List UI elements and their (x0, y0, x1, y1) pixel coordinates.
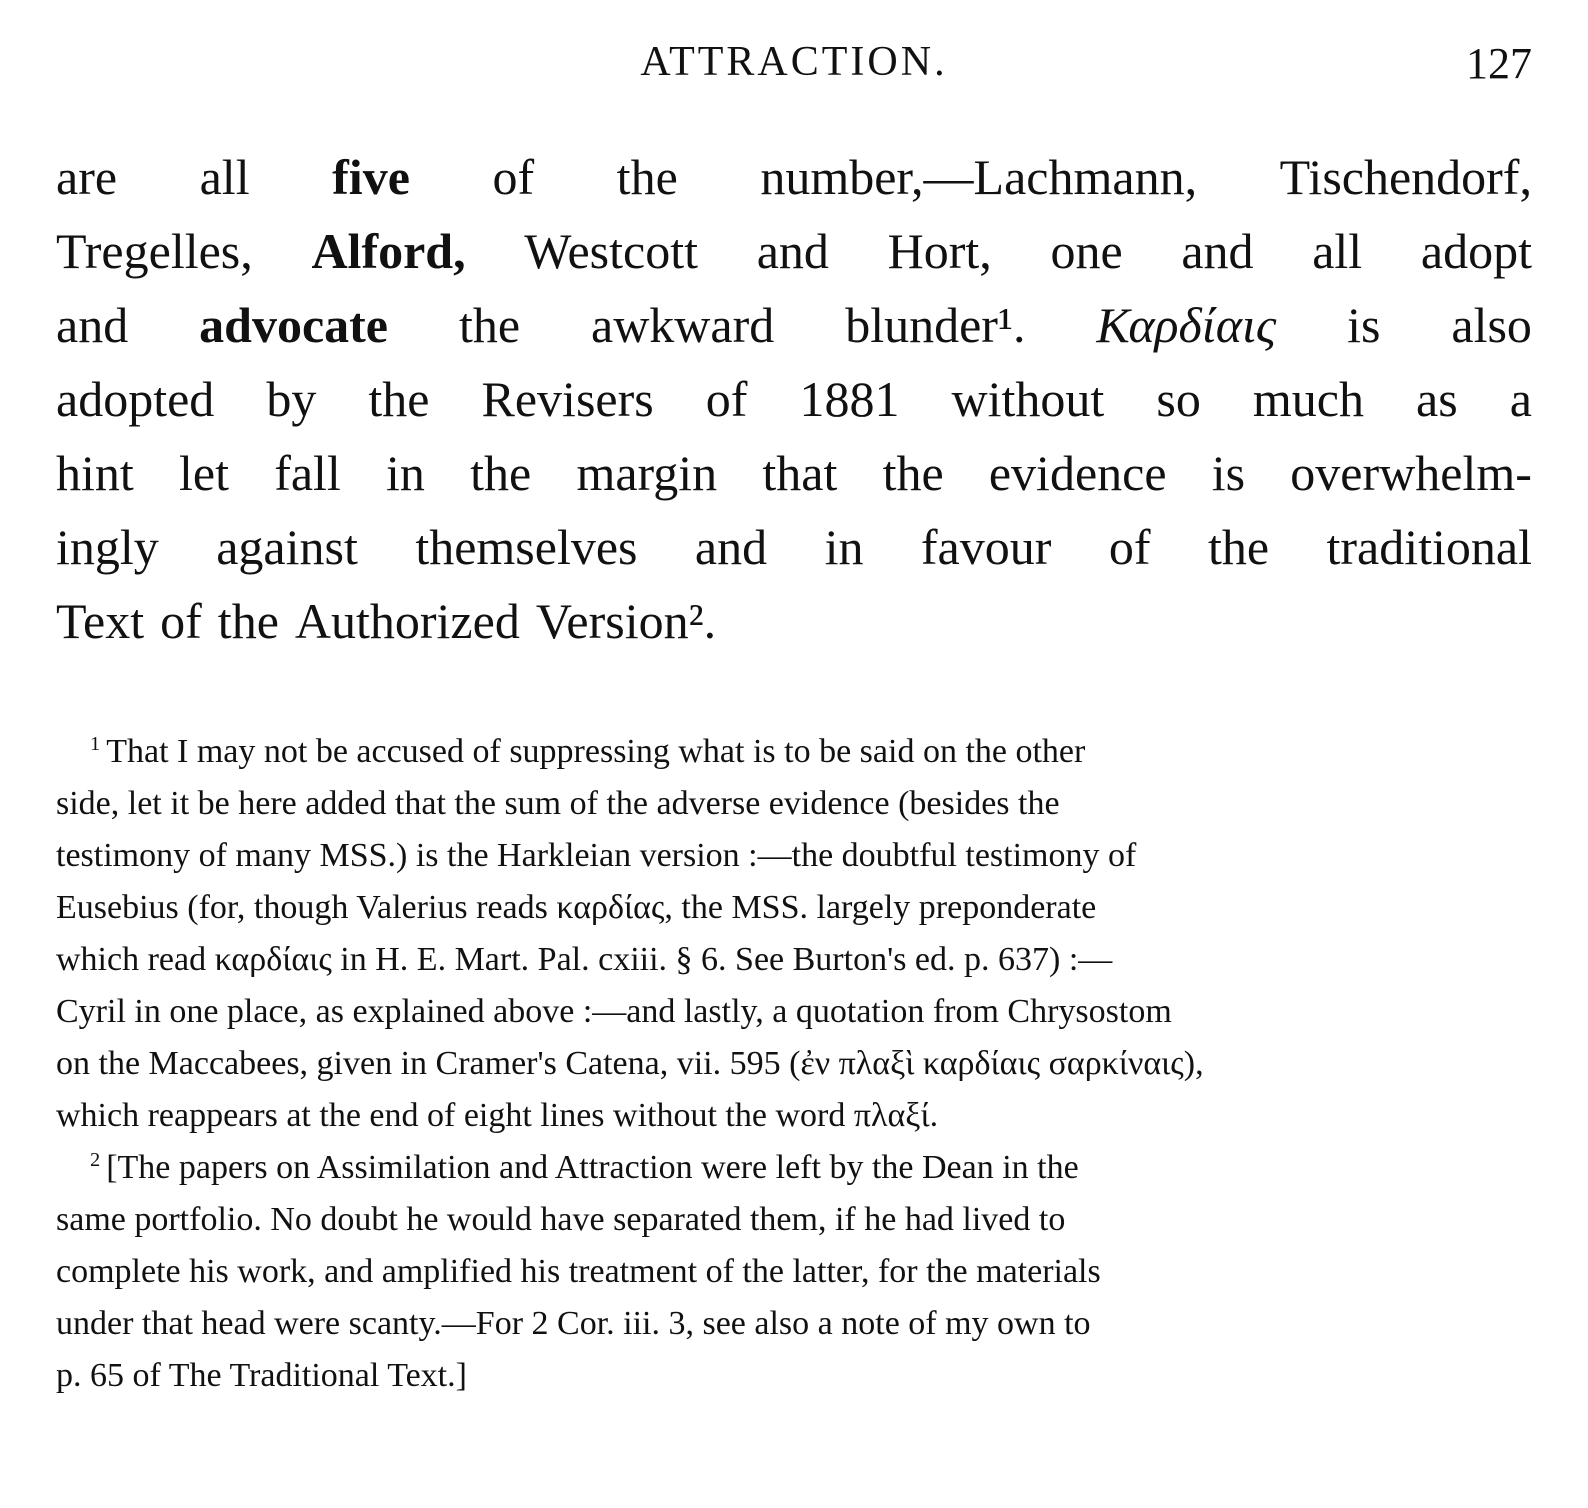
running-head (56, 38, 1532, 98)
footnote-1-line-2 (56, 778, 1532, 830)
footnote-text: side, let it be here added that the sum of the adverse evidence (besides the (56, 785, 1060, 822)
word: much (1252, 371, 1364, 427)
body-line-4 (56, 362, 1532, 436)
word: Tischendorf, (1279, 149, 1532, 205)
word: margin (576, 445, 718, 501)
footnote-text: That I may not be accused of suppressing what is to be said on the other (106, 733, 1086, 770)
footnote-text: Cyril in one place, as explained above :—and lastly, a quotation from Chrysostom (56, 993, 1172, 1030)
body-line-6 (56, 510, 1532, 584)
footnote-2-line-1 (56, 1142, 1532, 1194)
body-line-2 (56, 214, 1532, 288)
word: without (951, 371, 1105, 427)
footnote-text: which reappears at the end of eight lines without the word πλαξί. (56, 1097, 939, 1134)
word: 1881 (799, 371, 900, 427)
word: Alford, (311, 223, 466, 279)
body-line-7 (56, 584, 1532, 658)
word: of (705, 371, 748, 427)
word: blunder¹. (845, 297, 1026, 353)
footnote-2-line-5 (56, 1350, 1532, 1402)
word: adopt (1420, 223, 1532, 279)
word: are (56, 149, 118, 205)
word: Version². (535, 593, 717, 649)
word: Revisers (481, 371, 654, 427)
footnote-text: Eusebius (for, though Valerius reads καρδίας, the MSS. largely preponderate (56, 889, 1097, 926)
word: of (492, 149, 535, 205)
word: and (56, 297, 129, 353)
word: and (694, 519, 768, 575)
word: all (1312, 223, 1363, 279)
word: adopted (56, 371, 215, 427)
word: as (1416, 371, 1458, 427)
body-line-3 (56, 288, 1532, 362)
word: Text (56, 593, 145, 649)
word: the (458, 297, 521, 353)
word: Tregelles, (56, 223, 253, 279)
word: and (1181, 223, 1254, 279)
footnote-1-line-1 (56, 726, 1532, 778)
footnotes (56, 726, 1532, 1402)
footnote-text: on the Maccabees, given in Cramer's Catena, vii. 595 (ἐν πλαξὶ καρδίαις σαρκίναις), (56, 1045, 1204, 1082)
word: the (882, 445, 944, 501)
word: Hort, (887, 223, 992, 279)
footnote-text: same portfolio. No doubt he would have separated them, if he had lived to (56, 1201, 1066, 1238)
word: and (756, 223, 829, 279)
word: the (368, 371, 430, 427)
footnote-2-line-3 (56, 1246, 1532, 1298)
word: of (1108, 519, 1151, 575)
word: also (1451, 297, 1532, 353)
footnote-2-line-2 (56, 1194, 1532, 1246)
word: so (1156, 371, 1201, 427)
word: a (1509, 371, 1532, 427)
word: overwhelm- (1290, 445, 1532, 501)
word: advocate (199, 297, 388, 353)
word: is (1211, 445, 1246, 501)
running-title: ATTRACTION. (640, 39, 948, 85)
footnote-1-line-7 (56, 1038, 1532, 1090)
footnote-text: which read καρδίαις in H. E. Mart. Pal. cxiii. § 6. See Burton's ed. p. 637) :— (56, 941, 1113, 978)
word: of (160, 593, 202, 649)
footnote-text: p. 65 of The Traditional Text.] (56, 1357, 467, 1394)
body-line-1 (56, 140, 1532, 214)
footnote-2-marker: 2 (90, 1148, 101, 1171)
footnote-2-line-4 (56, 1298, 1532, 1350)
word: awkward (591, 297, 775, 353)
word: favour (920, 519, 1052, 575)
body-line-5 (56, 436, 1532, 510)
footnote-text: [The papers on Assimilation and Attraction were left by the Dean in the (106, 1149, 1079, 1186)
word: Westcott (524, 223, 699, 279)
footnote-1-line-4 (56, 882, 1532, 934)
word: hint (56, 445, 134, 501)
word: five (332, 149, 410, 205)
greek-word: Καρδίαις (1096, 297, 1277, 353)
word: Authorized (294, 593, 520, 649)
word: in (386, 445, 425, 501)
word: traditional (1326, 519, 1532, 575)
footnote-1-line-8 (56, 1090, 1532, 1142)
word: fall (274, 445, 341, 501)
word: is (1347, 297, 1381, 353)
word: number,—Lachmann, (760, 149, 1198, 205)
word: let (179, 445, 229, 501)
word: the (470, 445, 532, 501)
footnote-text: under that head were scanty.—For 2 Cor. iii. 3, see also a note of my own to (56, 1305, 1091, 1342)
footnote-1-line-3 (56, 830, 1532, 882)
word: one (1050, 223, 1123, 279)
word: that (762, 445, 838, 501)
footnote-1-line-6 (56, 986, 1532, 1038)
footnote-text: testimony of many MSS.) is the Harkleian version :—the doubtful testimony of (56, 837, 1137, 874)
word: evidence (988, 445, 1167, 501)
word: the (217, 593, 279, 649)
main-paragraph (56, 140, 1532, 658)
word: ingly (56, 519, 159, 575)
footnote-1-line-5 (56, 934, 1532, 986)
word: in (824, 519, 864, 575)
page-number: 127 (1466, 39, 1532, 88)
word: the (616, 149, 678, 205)
word: the (1207, 519, 1270, 575)
footnote-text: complete his work, and amplified his treatment of the latter, for the materials (56, 1253, 1101, 1290)
word: themselves (415, 519, 638, 575)
word: all (199, 149, 250, 205)
word: by (266, 371, 317, 427)
word: against (216, 519, 358, 575)
footnote-1-marker: 1 (90, 732, 101, 755)
